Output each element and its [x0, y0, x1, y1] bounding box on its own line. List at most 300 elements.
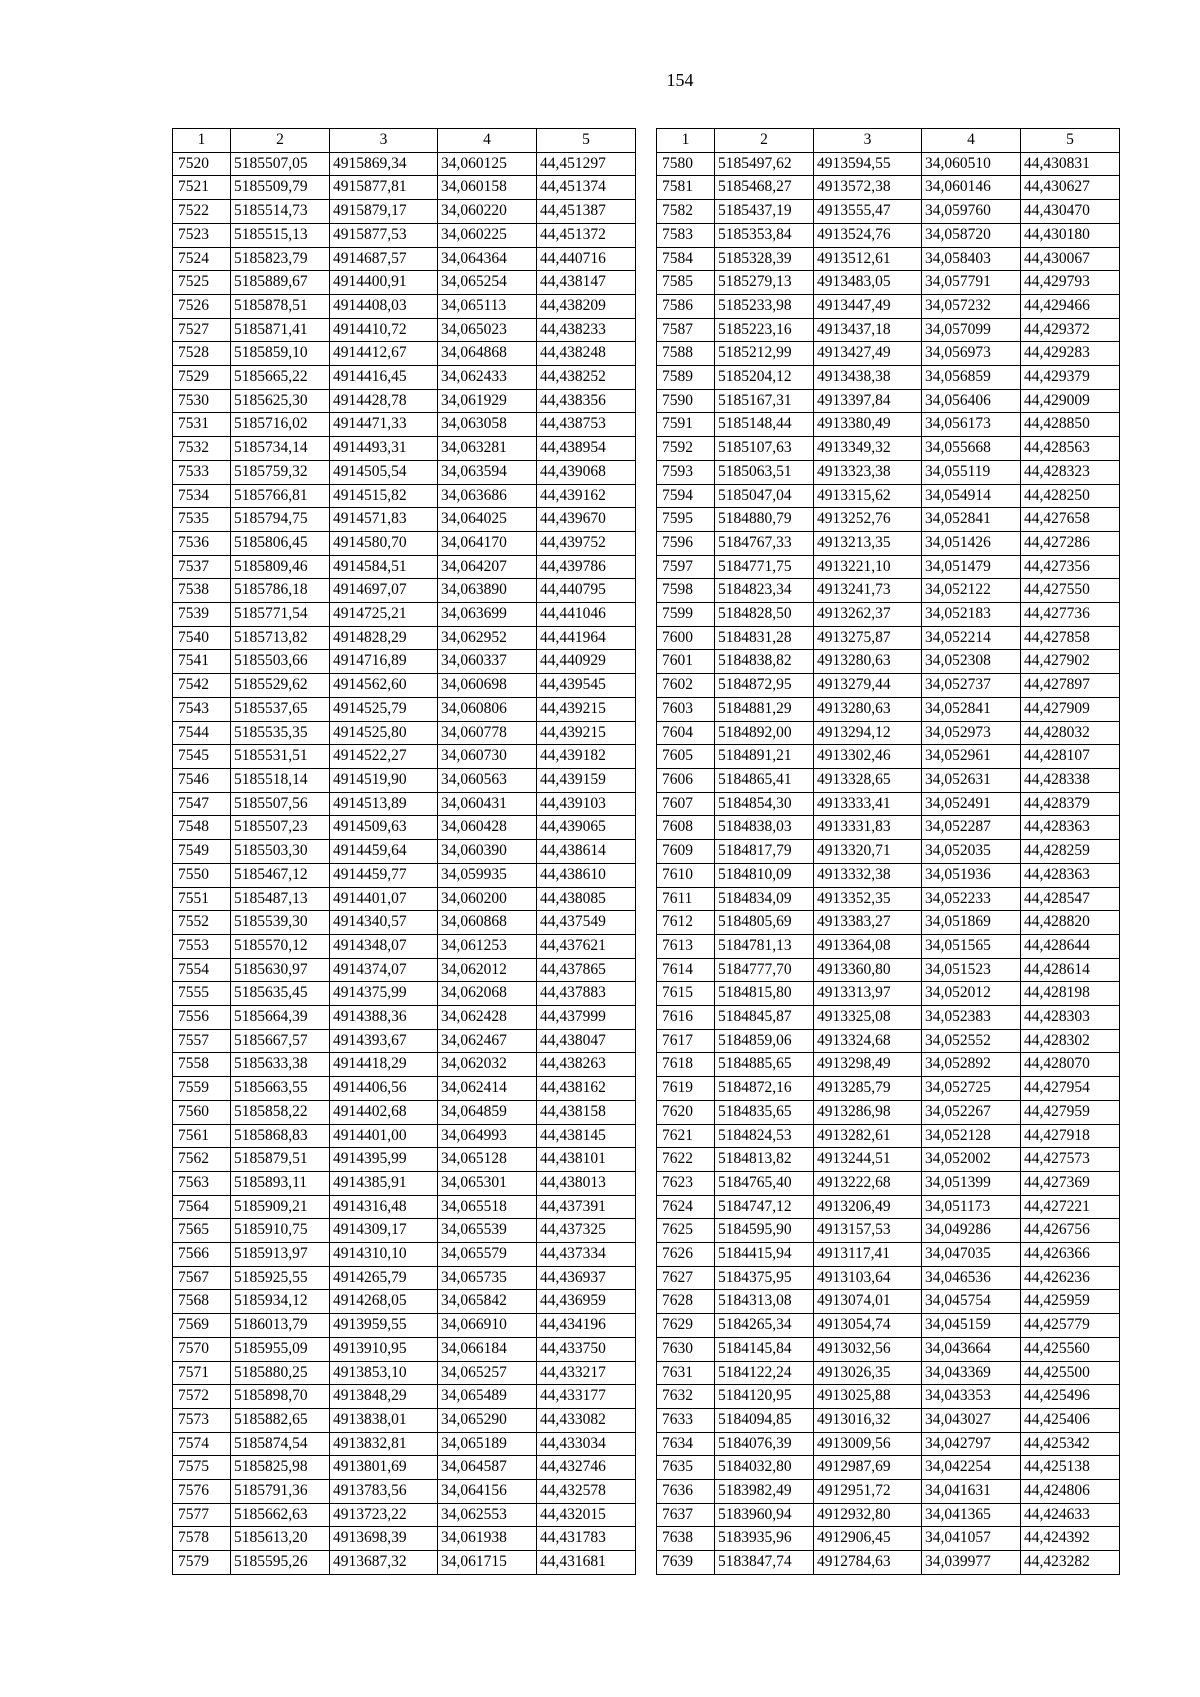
- y-coordinate-cell: 4913698,39: [330, 1527, 438, 1551]
- table-row: [173, 508, 636, 532]
- y-coordinate-cell: 4913279,44: [814, 674, 922, 698]
- y-coordinate-cell: 4913206,49: [814, 1195, 922, 1219]
- longitude-cell: 44,430470: [1021, 200, 1120, 224]
- table-header-row: [173, 129, 636, 153]
- table-row: [173, 531, 636, 555]
- table-row: [173, 1456, 636, 1480]
- latitude-cell: 34,052035: [922, 840, 1021, 864]
- point-number-cell: 7594: [657, 484, 715, 508]
- longitude-cell: 44,423282: [1021, 1551, 1120, 1575]
- y-coordinate-cell: 4914525,79: [330, 697, 438, 721]
- point-number-cell: 7600: [657, 626, 715, 650]
- y-coordinate-cell: 4913016,32: [814, 1408, 922, 1432]
- table-row: [657, 389, 1120, 413]
- x-coordinate-cell: 5185713,82: [231, 626, 330, 650]
- latitude-cell: 34,061929: [438, 389, 537, 413]
- y-coordinate-cell: 4913910,95: [330, 1337, 438, 1361]
- point-number-cell: 7533: [173, 460, 231, 484]
- longitude-cell: 44,428614: [1021, 958, 1120, 982]
- y-coordinate-cell: 4914309,17: [330, 1219, 438, 1243]
- longitude-cell: 44,438263: [537, 1053, 636, 1077]
- y-coordinate-cell: 4914513,89: [330, 792, 438, 816]
- table-row: [657, 1006, 1120, 1030]
- x-coordinate-cell: 5185279,13: [715, 271, 814, 295]
- longitude-cell: 44,438356: [537, 389, 636, 413]
- x-coordinate-cell: 5184828,50: [715, 603, 814, 627]
- point-number-cell: 7550: [173, 863, 231, 887]
- latitude-cell: 34,055668: [922, 437, 1021, 461]
- y-coordinate-cell: 4913103,64: [814, 1266, 922, 1290]
- point-number-cell: 7602: [657, 674, 715, 698]
- latitude-cell: 34,065539: [438, 1219, 537, 1243]
- x-coordinate-cell: 5185487,13: [231, 887, 330, 911]
- y-coordinate-cell: 4913427,49: [814, 342, 922, 366]
- y-coordinate-cell: 4913294,12: [814, 721, 922, 745]
- y-coordinate-cell: 4914580,70: [330, 531, 438, 555]
- y-coordinate-cell: 4913438,38: [814, 366, 922, 390]
- y-coordinate-cell: 4913285,79: [814, 1077, 922, 1101]
- table-row: [173, 1408, 636, 1432]
- latitude-cell: 34,049286: [922, 1219, 1021, 1243]
- point-number-cell: 7534: [173, 484, 231, 508]
- table-row: [173, 1527, 636, 1551]
- longitude-cell: 44,428563: [1021, 437, 1120, 461]
- latitude-cell: 34,063058: [438, 413, 537, 437]
- table-row: [657, 650, 1120, 674]
- table-row: [657, 1361, 1120, 1385]
- latitude-cell: 34,062467: [438, 1029, 537, 1053]
- x-coordinate-cell: 5185878,51: [231, 294, 330, 318]
- x-coordinate-cell: 5185468,27: [715, 176, 814, 200]
- table-row: [657, 816, 1120, 840]
- y-coordinate-cell: 4914265,79: [330, 1266, 438, 1290]
- y-coordinate-cell: 4913483,05: [814, 271, 922, 295]
- point-number-cell: 7552: [173, 911, 231, 935]
- y-coordinate-cell: 4913524,76: [814, 223, 922, 247]
- longitude-cell: 44,430627: [1021, 176, 1120, 200]
- y-coordinate-cell: 4914428,78: [330, 389, 438, 413]
- point-number-cell: 7542: [173, 674, 231, 698]
- latitude-cell: 34,060146: [922, 176, 1021, 200]
- table-row: [657, 531, 1120, 555]
- longitude-cell: 44,426366: [1021, 1243, 1120, 1267]
- latitude-cell: 34,056173: [922, 413, 1021, 437]
- y-coordinate-cell: 4914340,57: [330, 911, 438, 935]
- y-coordinate-cell: 4914505,54: [330, 460, 438, 484]
- y-coordinate-cell: 4915877,81: [330, 176, 438, 200]
- table-row: [173, 1266, 636, 1290]
- point-number-cell: 7554: [173, 958, 231, 982]
- longitude-cell: 44,425560: [1021, 1337, 1120, 1361]
- table-row: [657, 1100, 1120, 1124]
- latitude-cell: 34,041057: [922, 1527, 1021, 1551]
- point-number-cell: 7591: [657, 413, 715, 437]
- point-number-cell: 7597: [657, 555, 715, 579]
- y-coordinate-cell: 4913286,98: [814, 1100, 922, 1124]
- y-coordinate-cell: 4914310,10: [330, 1243, 438, 1267]
- latitude-cell: 34,060220: [438, 200, 537, 224]
- point-number-cell: 7634: [657, 1432, 715, 1456]
- longitude-cell: 44,429009: [1021, 389, 1120, 413]
- point-number-cell: 7601: [657, 650, 715, 674]
- point-number-cell: 7580: [657, 152, 715, 176]
- y-coordinate-cell: 4913315,62: [814, 484, 922, 508]
- latitude-cell: 34,065518: [438, 1195, 537, 1219]
- latitude-cell: 34,060428: [438, 816, 537, 840]
- x-coordinate-cell: 5185910,75: [231, 1219, 330, 1243]
- longitude-cell: 44,437334: [537, 1243, 636, 1267]
- latitude-cell: 34,052233: [922, 887, 1021, 911]
- x-coordinate-cell: 5184865,41: [715, 768, 814, 792]
- table-row: [657, 1124, 1120, 1148]
- longitude-cell: 44,439159: [537, 768, 636, 792]
- latitude-cell: 34,043027: [922, 1408, 1021, 1432]
- table-row: [657, 792, 1120, 816]
- latitude-cell: 34,060510: [922, 152, 1021, 176]
- table-row: [173, 1480, 636, 1504]
- longitude-cell: 44,428198: [1021, 982, 1120, 1006]
- x-coordinate-cell: 5185879,51: [231, 1148, 330, 1172]
- x-coordinate-cell: 5185503,66: [231, 650, 330, 674]
- point-number-cell: 7608: [657, 816, 715, 840]
- x-coordinate-cell: 5185507,56: [231, 792, 330, 816]
- point-number-cell: 7566: [173, 1243, 231, 1267]
- point-number-cell: 7555: [173, 982, 231, 1006]
- table-row: [173, 1029, 636, 1053]
- latitude-cell: 34,045754: [922, 1290, 1021, 1314]
- table-row: [657, 1480, 1120, 1504]
- table-row: [173, 816, 636, 840]
- longitude-cell: 44,438614: [537, 840, 636, 864]
- latitude-cell: 34,052841: [922, 697, 1021, 721]
- latitude-cell: 34,051426: [922, 531, 1021, 555]
- latitude-cell: 34,060225: [438, 223, 537, 247]
- table-row: [657, 1171, 1120, 1195]
- point-number-cell: 7587: [657, 318, 715, 342]
- x-coordinate-cell: 5184835,65: [715, 1100, 814, 1124]
- point-number-cell: 7543: [173, 697, 231, 721]
- table-row: [657, 460, 1120, 484]
- x-coordinate-cell: 5185734,14: [231, 437, 330, 461]
- table-row: [657, 1266, 1120, 1290]
- point-number-cell: 7560: [173, 1100, 231, 1124]
- table-row: [173, 1361, 636, 1385]
- point-number-cell: 7572: [173, 1385, 231, 1409]
- point-number-cell: 7595: [657, 508, 715, 532]
- point-number-cell: 7584: [657, 247, 715, 271]
- longitude-cell: 44,439786: [537, 555, 636, 579]
- latitude-cell: 34,041365: [922, 1503, 1021, 1527]
- table-row: [657, 1385, 1120, 1409]
- table-row: [657, 863, 1120, 887]
- x-coordinate-cell: 5185503,30: [231, 840, 330, 864]
- x-coordinate-cell: 5185925,55: [231, 1266, 330, 1290]
- x-coordinate-cell: 5185630,97: [231, 958, 330, 982]
- table-row: [657, 1408, 1120, 1432]
- x-coordinate-cell: 5185212,99: [715, 342, 814, 366]
- longitude-cell: 44,428363: [1021, 863, 1120, 887]
- point-number-cell: 7539: [173, 603, 231, 627]
- y-coordinate-cell: 4913328,65: [814, 768, 922, 792]
- point-number-cell: 7635: [657, 1456, 715, 1480]
- point-number-cell: 7525: [173, 271, 231, 295]
- table-row: [173, 650, 636, 674]
- y-coordinate-cell: 4913324,68: [814, 1029, 922, 1053]
- table-row: [173, 1077, 636, 1101]
- point-number-cell: 7557: [173, 1029, 231, 1053]
- point-number-cell: 7545: [173, 745, 231, 769]
- point-number-cell: 7586: [657, 294, 715, 318]
- x-coordinate-cell: 5185515,13: [231, 223, 330, 247]
- y-coordinate-cell: 4914493,31: [330, 437, 438, 461]
- longitude-cell: 44,439752: [537, 531, 636, 555]
- column-header-1: 1: [173, 129, 231, 153]
- longitude-cell: 44,438013: [537, 1171, 636, 1195]
- table-row: [173, 413, 636, 437]
- table-row: [173, 555, 636, 579]
- x-coordinate-cell: 5185934,12: [231, 1290, 330, 1314]
- longitude-cell: 44,429283: [1021, 342, 1120, 366]
- point-number-cell: 7573: [173, 1408, 231, 1432]
- latitude-cell: 34,052012: [922, 982, 1021, 1006]
- latitude-cell: 34,052552: [922, 1029, 1021, 1053]
- longitude-cell: 44,425342: [1021, 1432, 1120, 1456]
- latitude-cell: 34,060868: [438, 911, 537, 935]
- x-coordinate-cell: 5183982,49: [715, 1480, 814, 1504]
- latitude-cell: 34,062068: [438, 982, 537, 1006]
- latitude-cell: 34,051479: [922, 555, 1021, 579]
- x-coordinate-cell: 5184815,80: [715, 982, 814, 1006]
- y-coordinate-cell: 4914725,21: [330, 603, 438, 627]
- y-coordinate-cell: 4913032,56: [814, 1337, 922, 1361]
- x-coordinate-cell: 5185859,10: [231, 342, 330, 366]
- longitude-cell: 44,427897: [1021, 674, 1120, 698]
- x-coordinate-cell: 5183847,74: [715, 1551, 814, 1575]
- latitude-cell: 34,060563: [438, 768, 537, 792]
- y-coordinate-cell: 4914316,48: [330, 1195, 438, 1219]
- longitude-cell: 44,427286: [1021, 531, 1120, 555]
- longitude-cell: 44,441964: [537, 626, 636, 650]
- latitude-cell: 34,064025: [438, 508, 537, 532]
- table-row: [173, 271, 636, 295]
- latitude-cell: 34,041631: [922, 1480, 1021, 1504]
- latitude-cell: 34,043353: [922, 1385, 1021, 1409]
- x-coordinate-cell: 5184881,29: [715, 697, 814, 721]
- y-coordinate-cell: 4914402,68: [330, 1100, 438, 1124]
- point-number-cell: 7612: [657, 911, 715, 935]
- x-coordinate-cell: 5185771,54: [231, 603, 330, 627]
- latitude-cell: 34,062952: [438, 626, 537, 650]
- y-coordinate-cell: 4913352,35: [814, 887, 922, 911]
- longitude-cell: 44,428107: [1021, 745, 1120, 769]
- longitude-cell: 44,427369: [1021, 1171, 1120, 1195]
- longitude-cell: 44,437999: [537, 1006, 636, 1030]
- point-number-cell: 7536: [173, 531, 231, 555]
- x-coordinate-cell: 5185823,79: [231, 247, 330, 271]
- y-coordinate-cell: 4913282,61: [814, 1124, 922, 1148]
- y-coordinate-cell: 4912784,63: [814, 1551, 922, 1575]
- point-number-cell: 7551: [173, 887, 231, 911]
- table-row: [173, 982, 636, 1006]
- longitude-cell: 44,427736: [1021, 603, 1120, 627]
- table-row: [173, 603, 636, 627]
- longitude-cell: 44,439215: [537, 697, 636, 721]
- point-number-cell: 7631: [657, 1361, 715, 1385]
- x-coordinate-cell: 5185223,16: [715, 318, 814, 342]
- longitude-cell: 44,427550: [1021, 579, 1120, 603]
- longitude-cell: 44,438162: [537, 1077, 636, 1101]
- page-number: 154: [666, 70, 694, 90]
- latitude-cell: 34,056406: [922, 389, 1021, 413]
- x-coordinate-cell: 5185531,51: [231, 745, 330, 769]
- y-coordinate-cell: 4913555,47: [814, 200, 922, 224]
- longitude-cell: 44,427902: [1021, 650, 1120, 674]
- x-coordinate-cell: 5185667,57: [231, 1029, 330, 1053]
- column-header-5: 5: [537, 129, 636, 153]
- point-number-cell: 7607: [657, 792, 715, 816]
- x-coordinate-cell: 5185716,02: [231, 413, 330, 437]
- x-coordinate-cell: 5184845,87: [715, 1006, 814, 1030]
- y-coordinate-cell: 4913323,38: [814, 460, 922, 484]
- x-coordinate-cell: 5185806,45: [231, 531, 330, 555]
- longitude-cell: 44,428547: [1021, 887, 1120, 911]
- latitude-cell: 34,052491: [922, 792, 1021, 816]
- point-number-cell: 7611: [657, 887, 715, 911]
- y-coordinate-cell: 4913853,10: [330, 1361, 438, 1385]
- latitude-cell: 34,065842: [438, 1290, 537, 1314]
- table-row: [657, 484, 1120, 508]
- y-coordinate-cell: 4914519,90: [330, 768, 438, 792]
- longitude-cell: 44,427858: [1021, 626, 1120, 650]
- point-number-cell: 7639: [657, 1551, 715, 1575]
- y-coordinate-cell: 4913302,46: [814, 745, 922, 769]
- point-number-cell: 7535: [173, 508, 231, 532]
- y-coordinate-cell: 4915877,53: [330, 223, 438, 247]
- latitude-cell: 34,051399: [922, 1171, 1021, 1195]
- y-coordinate-cell: 4914393,67: [330, 1029, 438, 1053]
- table-row: [657, 1527, 1120, 1551]
- latitude-cell: 34,051869: [922, 911, 1021, 935]
- point-number-cell: 7567: [173, 1266, 231, 1290]
- y-coordinate-cell: 4914716,89: [330, 650, 438, 674]
- point-number-cell: 7582: [657, 200, 715, 224]
- longitude-cell: 44,428259: [1021, 840, 1120, 864]
- y-coordinate-cell: 4914400,91: [330, 271, 438, 295]
- x-coordinate-cell: 5185467,12: [231, 863, 330, 887]
- y-coordinate-cell: 4914416,45: [330, 366, 438, 390]
- longitude-cell: 44,439162: [537, 484, 636, 508]
- x-coordinate-cell: 5185663,55: [231, 1077, 330, 1101]
- y-coordinate-cell: 4914388,36: [330, 1006, 438, 1030]
- x-coordinate-cell: 5184838,82: [715, 650, 814, 674]
- table-row: [173, 460, 636, 484]
- latitude-cell: 34,057232: [922, 294, 1021, 318]
- table-row: [657, 911, 1120, 935]
- x-coordinate-cell: 5185889,67: [231, 271, 330, 295]
- longitude-cell: 44,430831: [1021, 152, 1120, 176]
- longitude-cell: 44,428363: [1021, 816, 1120, 840]
- longitude-cell: 44,438209: [537, 294, 636, 318]
- x-coordinate-cell: 5184854,30: [715, 792, 814, 816]
- table-row: [173, 1219, 636, 1243]
- longitude-cell: 44,437621: [537, 934, 636, 958]
- y-coordinate-cell: 4913280,63: [814, 697, 922, 721]
- x-coordinate-cell: 5185662,63: [231, 1503, 330, 1527]
- x-coordinate-cell: 5185570,12: [231, 934, 330, 958]
- latitude-cell: 34,052308: [922, 650, 1021, 674]
- y-coordinate-cell: 4913360,80: [814, 958, 922, 982]
- column-header-4: 4: [438, 129, 537, 153]
- longitude-cell: 44,424392: [1021, 1527, 1120, 1551]
- longitude-cell: 44,441046: [537, 603, 636, 627]
- point-number-cell: 7564: [173, 1195, 231, 1219]
- table-row: [173, 366, 636, 390]
- table-row: [657, 745, 1120, 769]
- latitude-cell: 34,060125: [438, 152, 537, 176]
- table-row: [657, 318, 1120, 342]
- latitude-cell: 34,051173: [922, 1195, 1021, 1219]
- x-coordinate-cell: 5184076,39: [715, 1432, 814, 1456]
- y-coordinate-cell: 4914562,60: [330, 674, 438, 698]
- x-coordinate-cell: 5185233,98: [715, 294, 814, 318]
- y-coordinate-cell: 4913447,49: [814, 294, 922, 318]
- latitude-cell: 34,043664: [922, 1337, 1021, 1361]
- table-row: [173, 863, 636, 887]
- point-number-cell: 7561: [173, 1124, 231, 1148]
- y-coordinate-cell: 4914697,07: [330, 579, 438, 603]
- x-coordinate-cell: 5183960,94: [715, 1503, 814, 1527]
- longitude-cell: 44,438158: [537, 1100, 636, 1124]
- table-row: [173, 1053, 636, 1077]
- x-coordinate-cell: 5185759,32: [231, 460, 330, 484]
- point-number-cell: 7548: [173, 816, 231, 840]
- table-row: [657, 271, 1120, 295]
- latitude-cell: 34,052287: [922, 816, 1021, 840]
- point-number-cell: 7614: [657, 958, 715, 982]
- column-header-3: 3: [330, 129, 438, 153]
- latitude-cell: 34,057791: [922, 271, 1021, 295]
- y-coordinate-cell: 4913437,18: [814, 318, 922, 342]
- table-row: [173, 1290, 636, 1314]
- longitude-cell: 44,433177: [537, 1385, 636, 1409]
- longitude-cell: 44,440929: [537, 650, 636, 674]
- latitude-cell: 34,062012: [438, 958, 537, 982]
- latitude-cell: 34,052961: [922, 745, 1021, 769]
- point-number-cell: 7562: [173, 1148, 231, 1172]
- table-row: [173, 768, 636, 792]
- longitude-cell: 44,425959: [1021, 1290, 1120, 1314]
- point-number-cell: 7599: [657, 603, 715, 627]
- longitude-cell: 44,430067: [1021, 247, 1120, 271]
- table-row: [173, 1314, 636, 1338]
- point-number-cell: 7522: [173, 200, 231, 224]
- longitude-cell: 44,438047: [537, 1029, 636, 1053]
- longitude-cell: 44,437325: [537, 1219, 636, 1243]
- x-coordinate-cell: 5185497,62: [715, 152, 814, 176]
- point-number-cell: 7628: [657, 1290, 715, 1314]
- longitude-cell: 44,427954: [1021, 1077, 1120, 1101]
- y-coordinate-cell: 4913074,01: [814, 1290, 922, 1314]
- x-coordinate-cell: 5184831,28: [715, 626, 814, 650]
- latitude-cell: 34,065254: [438, 271, 537, 295]
- table-row: [657, 1337, 1120, 1361]
- point-number-cell: 7626: [657, 1243, 715, 1267]
- point-number-cell: 7523: [173, 223, 231, 247]
- table-row: [173, 792, 636, 816]
- y-coordinate-cell: 4912932,80: [814, 1503, 922, 1527]
- y-coordinate-cell: 4913848,29: [330, 1385, 438, 1409]
- point-number-cell: 7532: [173, 437, 231, 461]
